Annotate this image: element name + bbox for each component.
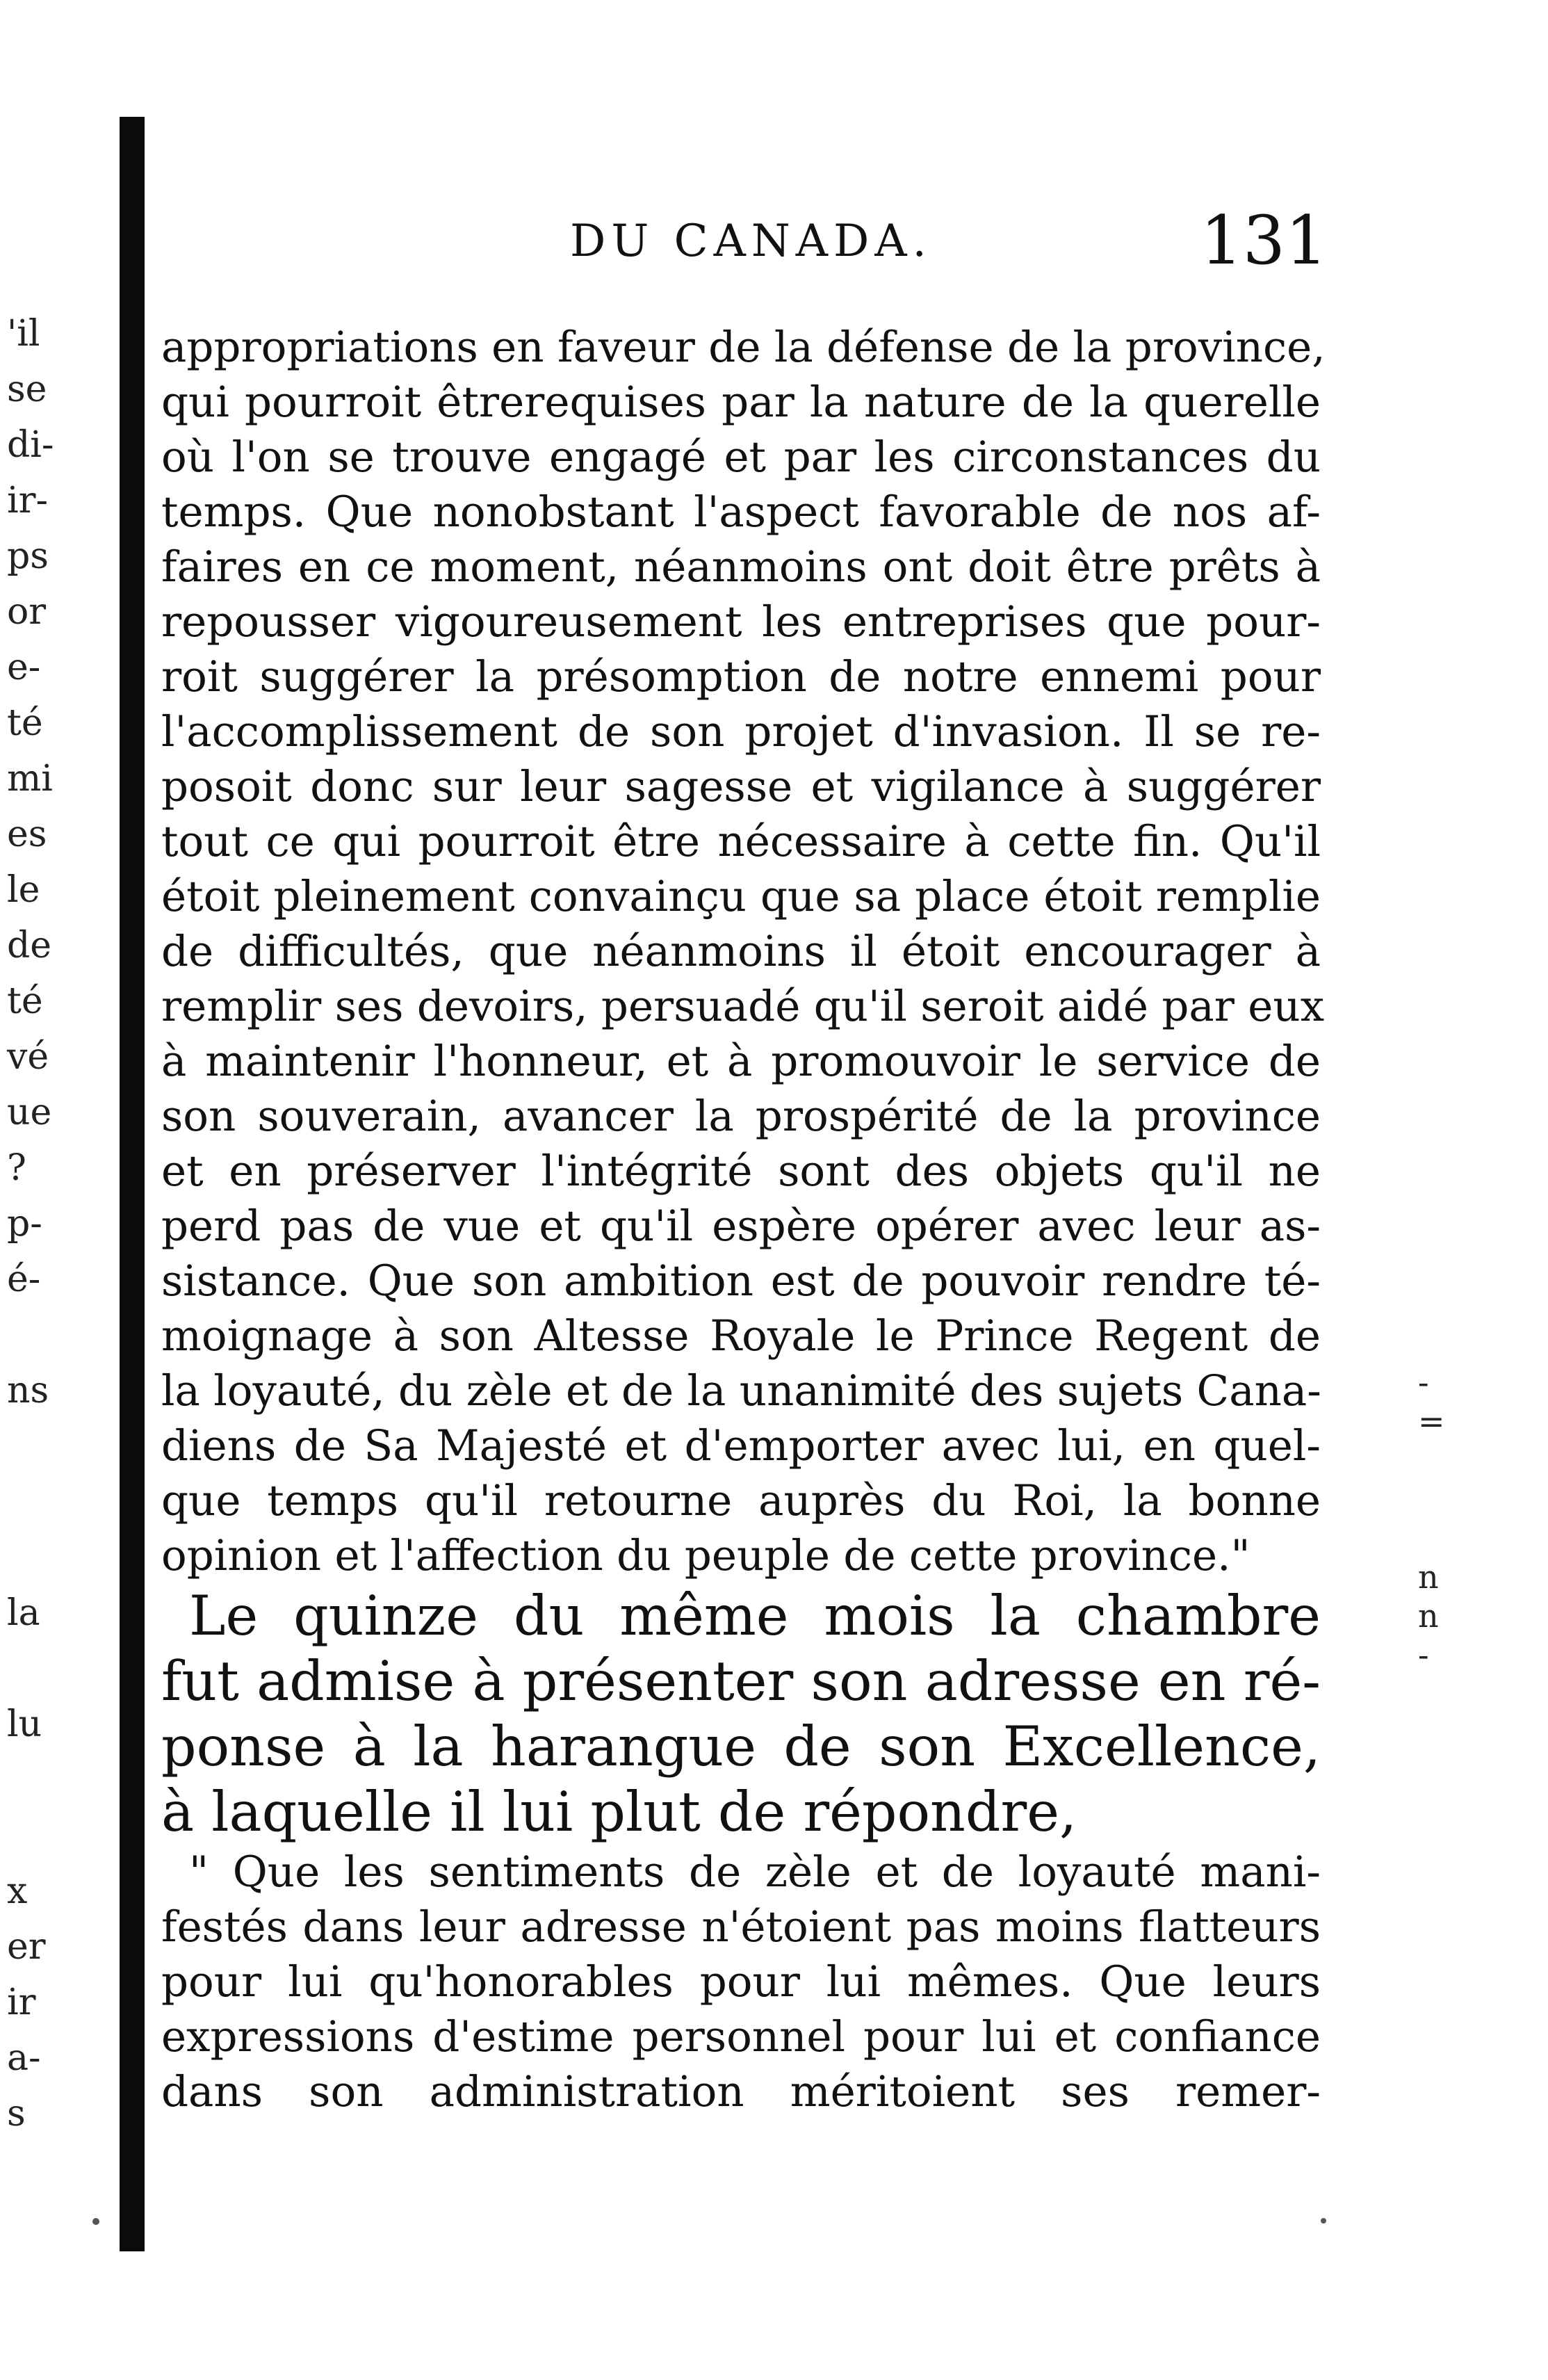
margin-fragment: - xyxy=(1418,1363,1429,1401)
body-line: appropriations en faveur de la défense de la province, xyxy=(161,323,1326,372)
margin-fragment: de xyxy=(7,925,52,966)
margin-fragment: s xyxy=(7,2093,26,2135)
margin-fragment: p- xyxy=(7,1203,42,1245)
margin-fragment: ns xyxy=(7,1370,49,1411)
quote-line: pour lui qu'honorables pour lui mêmes. Que leurs xyxy=(161,1957,1321,2007)
quote-line: " Que les sentiments de zèle et de loyauté mani- xyxy=(189,1847,1321,1897)
body-line: opinion et l'affection du peuple de cette province." xyxy=(161,1531,1250,1580)
margin-fragment: ue xyxy=(7,1092,52,1133)
binding-gutter xyxy=(120,117,145,2251)
previous-page-margin-fragments xyxy=(7,306,111,2142)
margin-fragment xyxy=(7,1808,111,1863)
margin-fragment xyxy=(7,1752,111,1808)
margin-fragment: ? xyxy=(7,1147,26,1189)
margin-fragment: 'il xyxy=(7,313,40,355)
page-number: 131 xyxy=(1200,202,1328,280)
margin-fragment: or xyxy=(7,591,47,633)
body-line: roit suggérer la présomption de notre ennemi pour xyxy=(161,652,1321,702)
margin-fragment xyxy=(7,1474,111,1530)
margin-fragment: a- xyxy=(7,2037,41,2079)
quote-line: expressions d'estime personnel pour lui et confiance xyxy=(161,2012,1321,2062)
margin-fragment xyxy=(7,1418,111,1474)
margin-fragment: - xyxy=(1418,1636,1429,1674)
margin-fragment xyxy=(1418,1441,1460,1480)
margin-fragment: er xyxy=(7,1926,46,1968)
body-line: sistance. Que son ambition est de pouvoir rendre té- xyxy=(161,1256,1321,1306)
quote-line: festés dans leur adresse n'étoient pas moins flatteurs xyxy=(161,1902,1321,1952)
right-margin-marks xyxy=(1418,1363,1460,1674)
large-type-line: à laquelle il lui plut de répondre, xyxy=(161,1780,1077,1844)
body-line: posoit donc sur leur sagesse et vigilance à suggérer xyxy=(161,762,1321,811)
running-title: DU CANADA. xyxy=(570,216,932,267)
margin-fragment: x xyxy=(7,1870,28,1912)
body-line: de difficultés, que néanmoins il étoit encourager à xyxy=(161,927,1321,976)
body-line: tout ce qui pourroit être nécessaire à cette fin. Qu'il xyxy=(161,817,1321,866)
body-line: moignage à son Altesse Royale le Prince Regent de xyxy=(161,1311,1321,1361)
body-line: l'accomplissement de son projet d'invasion. Il se re- xyxy=(161,707,1321,756)
ink-speck xyxy=(92,2218,99,2225)
margin-fragment xyxy=(7,1530,111,1585)
body-line: la loyauté, du zèle et de la unanimité des sujets Cana- xyxy=(161,1366,1321,1416)
margin-fragment xyxy=(1418,1480,1460,1519)
margin-fragment: vé xyxy=(7,1036,49,1078)
page-body xyxy=(161,320,1326,2119)
body-line: temps. Que nonobstant l'aspect favorable de nos af- xyxy=(161,487,1321,537)
body-line: et en préserver l'intégrité sont des objets qu'il ne xyxy=(161,1147,1321,1196)
margin-fragment: mi xyxy=(7,758,53,800)
margin-fragment: le xyxy=(7,869,40,911)
margin-fragment: té xyxy=(7,702,43,744)
body-line: à maintenir l'honneur, et à promouvoir le service de xyxy=(161,1037,1321,1086)
margin-fragment: é- xyxy=(7,1258,41,1300)
margin-fragment: = xyxy=(1418,1402,1445,1440)
quote-line: dans son administration méritoient ses remer- xyxy=(161,2067,1321,2116)
margin-fragment xyxy=(7,1307,111,1363)
margin-fragment: se xyxy=(7,369,47,410)
large-type-line: Le quinze du même mois la chambre xyxy=(189,1584,1321,1648)
body-line: son souverain, avancer la prospérité de la province xyxy=(161,1092,1321,1141)
margin-fragment: ir- xyxy=(7,480,49,521)
margin-fragment: e- xyxy=(7,647,41,688)
body-line: étoit pleinement convainçu que sa place étoit remplie xyxy=(161,872,1321,921)
body-line: qui pourroit êtrerequises par la nature de la querelle xyxy=(161,378,1321,427)
body-line: perd pas de vue et qu'il espère opérer avec leur as- xyxy=(161,1201,1321,1251)
page-header xyxy=(167,202,1328,285)
body-line: où l'on se trouve engagé et par les circonstances du xyxy=(161,432,1321,482)
body-line: que temps qu'il retourne auprès du Roi, la bonne xyxy=(161,1476,1321,1525)
large-type-line: fut admise à présenter son adresse en ré- xyxy=(161,1649,1321,1713)
margin-fragment: ir xyxy=(7,1982,36,2023)
margin-fragment xyxy=(1418,1519,1460,1557)
margin-fragment: n xyxy=(1418,1558,1439,1596)
margin-fragment: la xyxy=(7,1592,40,1634)
body-line: faires en ce moment, néanmoins ont doit être prêts à xyxy=(161,542,1321,592)
margin-fragment: té xyxy=(7,980,43,1022)
margin-fragment: lu xyxy=(7,1703,42,1745)
large-type-line: ponse à la harangue de son Excellence, xyxy=(161,1715,1321,1779)
margin-fragment: es xyxy=(7,813,47,855)
margin-fragment: n xyxy=(1418,1597,1439,1635)
margin-fragment xyxy=(7,1641,111,1697)
body-line: repousser vigoureusement les entreprises que pour- xyxy=(161,597,1321,647)
margin-fragment: di- xyxy=(7,424,54,466)
ink-speck xyxy=(1321,2218,1326,2224)
body-line: diens de Sa Majesté et d'emporter avec lui, en quel- xyxy=(161,1421,1321,1471)
body-line: remplir ses devoirs, persuadé qu'il seroit aidé par eux xyxy=(161,982,1325,1031)
margin-fragment: ps xyxy=(7,535,49,577)
